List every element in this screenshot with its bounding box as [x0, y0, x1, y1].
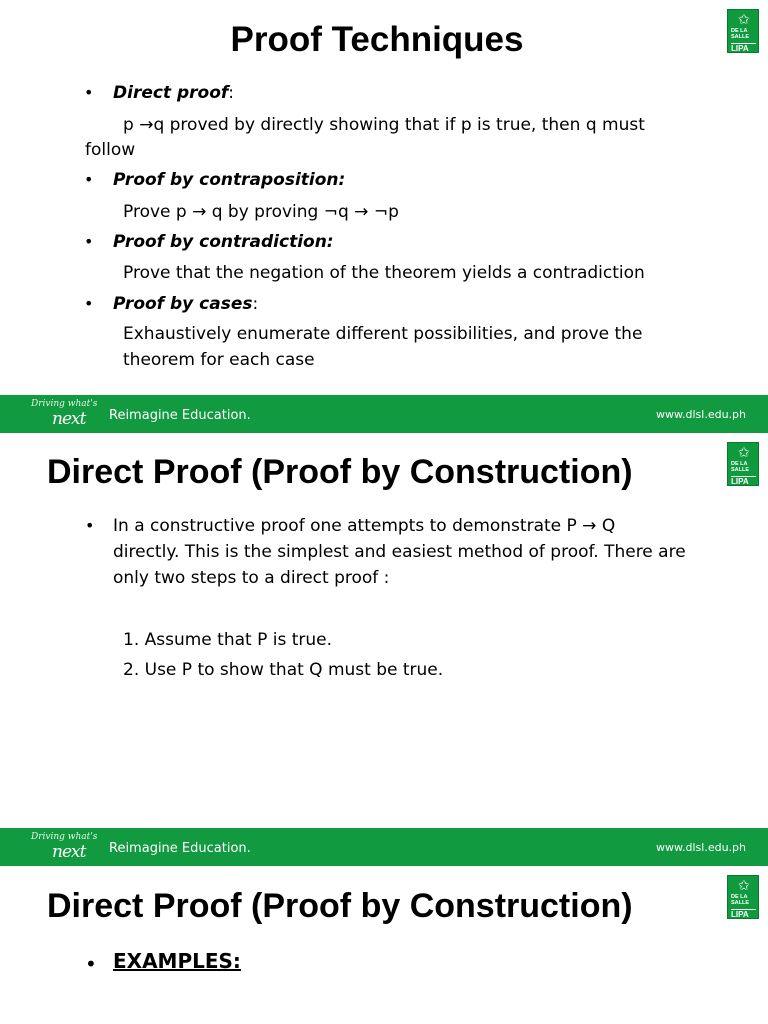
term-contraposition: Proof by contraposition:	[113, 170, 346, 190]
term-contradiction: Proof by contradiction:	[113, 232, 334, 252]
dlsl-logo: ✩ DE LA SALLE LIPA	[727, 875, 759, 919]
bullet-icon: •	[85, 952, 97, 976]
step-item: 2. Use P to show that Q must be true.	[123, 660, 444, 680]
footer-url[interactable]: www.dlsl.edu.ph	[656, 408, 746, 421]
brand-logo-next: next	[52, 842, 86, 862]
footer-url[interactable]: www.dlsl.edu.ph	[656, 841, 746, 854]
term-direct-proof: Direct proof:	[113, 83, 235, 103]
examples-heading: EXAMPLES:	[113, 949, 241, 973]
dlsl-logo: ✩ DE LA SALLE LIPA	[727, 9, 759, 53]
brand-tagline-small: Driving what's	[31, 832, 98, 842]
item-description: Prove that the negation of the theorem yields a contradiction	[123, 263, 645, 283]
term-cases: Proof by cases:	[113, 294, 259, 314]
intro-text: only two steps to a direct proof :	[113, 568, 390, 588]
brand-logo-next: next	[52, 409, 86, 429]
slide-title: Direct Proof (Proof by Construction)	[47, 887, 633, 925]
item-description: Prove p → q by proving ¬q → ¬p	[123, 202, 399, 222]
intro-text: directly. This is the simplest and easiest method of proof. There are	[113, 542, 686, 562]
item-description: Exhaustively enumerate different possibilities, and prove the	[123, 324, 643, 344]
bullet-icon: •	[84, 294, 94, 313]
bullet-icon: •	[84, 170, 94, 189]
item-description: follow	[85, 140, 136, 160]
footer-tagline: Reimagine Education.	[109, 408, 251, 423]
slide-title: Direct Proof (Proof by Construction)	[47, 453, 633, 491]
slide-proof-techniques	[0, 0, 768, 395]
slide-direct-proof	[0, 433, 768, 828]
bullet-icon: •	[85, 516, 95, 535]
star-icon: ✩	[738, 11, 750, 27]
item-description: theorem for each case	[123, 350, 315, 370]
slide-title: Proof Techniques	[230, 20, 524, 59]
star-icon: ✩	[738, 877, 750, 893]
footer-tagline: Reimagine Education.	[109, 841, 251, 856]
brand-tagline-small: Driving what's	[31, 399, 98, 409]
dlsl-logo: ✩ DE LA SALLE LIPA	[727, 442, 759, 486]
footer-bar	[0, 828, 768, 866]
bullet-icon: •	[84, 83, 94, 102]
item-description: p →q proved by directly showing that if p is true, then q must	[123, 115, 645, 135]
bullet-icon: •	[84, 232, 94, 251]
star-icon: ✩	[738, 444, 750, 460]
intro-text: In a constructive proof one attempts to demonstrate P → Q	[113, 516, 616, 536]
footer-bar	[0, 395, 768, 433]
slide-direct-proof-examples	[0, 866, 768, 1024]
step-item: 1. Assume that P is true.	[123, 630, 333, 650]
